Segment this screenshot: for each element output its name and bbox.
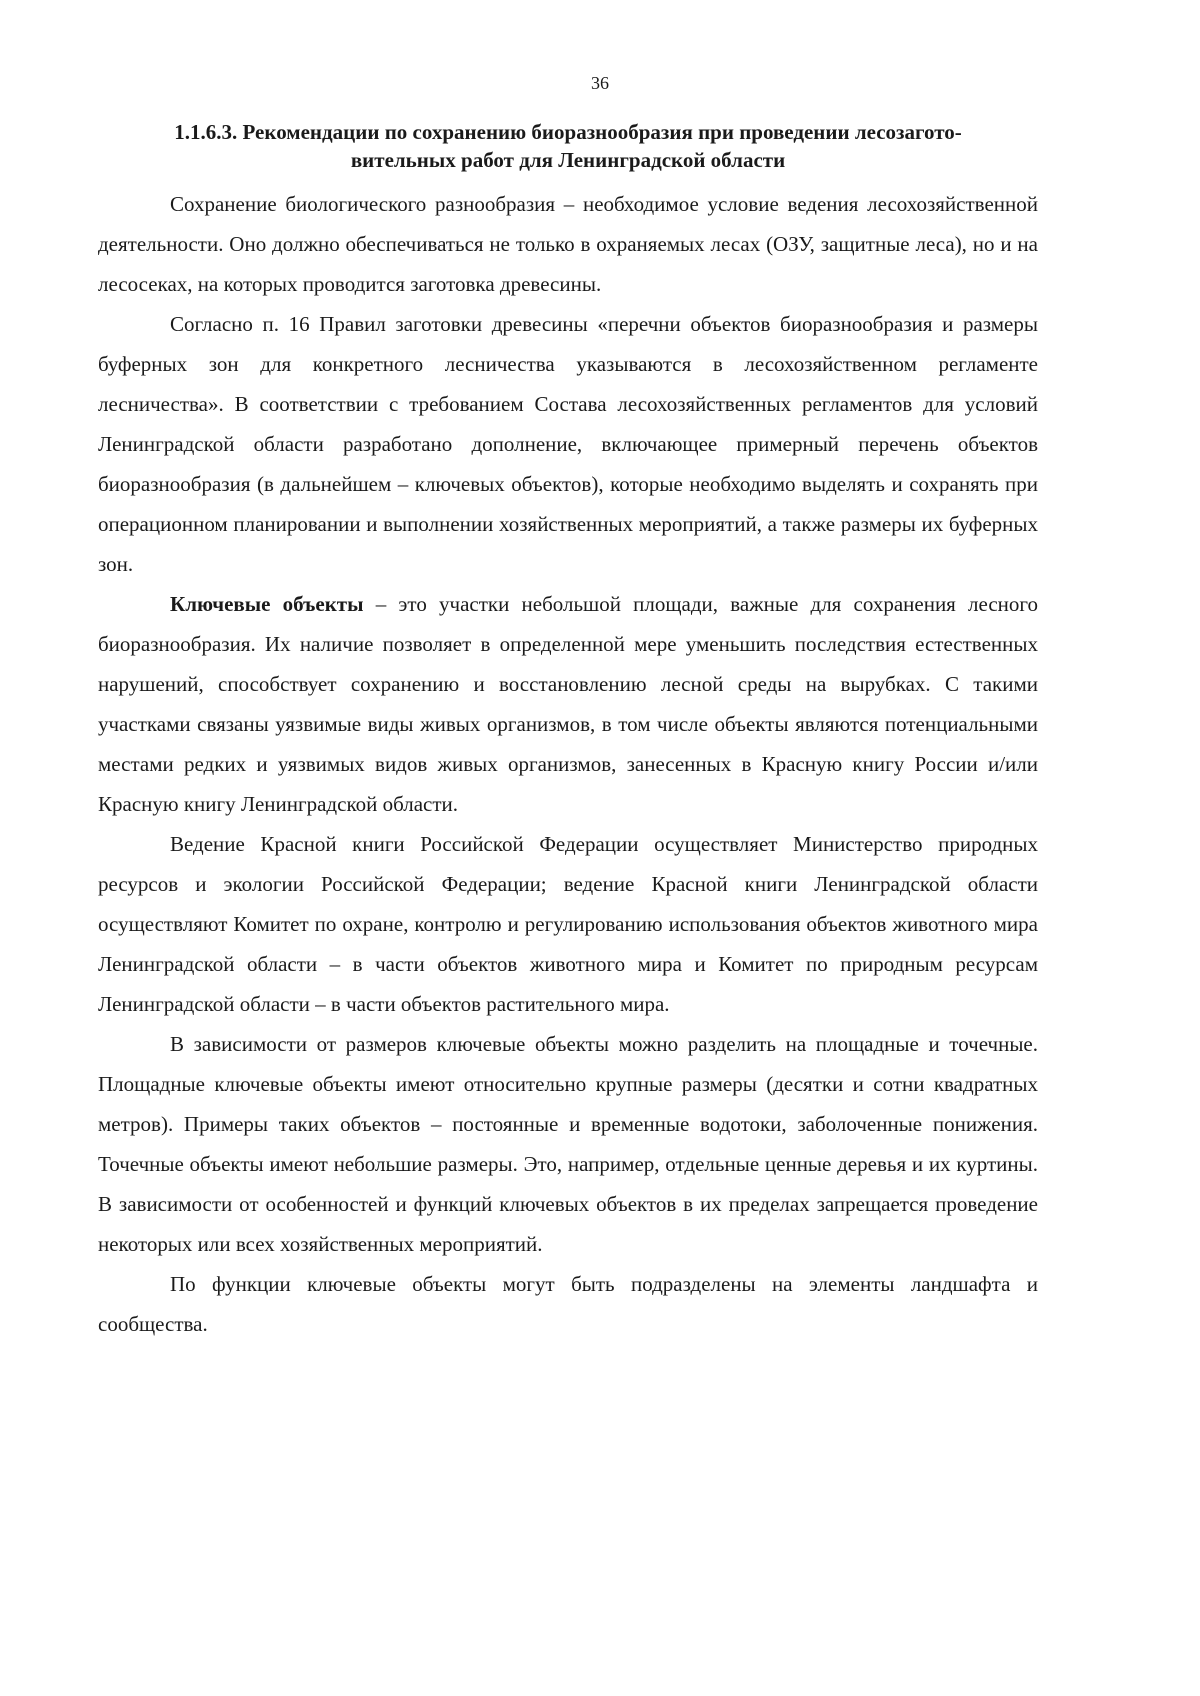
- paragraph-key-objects-definition: [98, 584, 1038, 824]
- paragraph-key-objects-size: В зависимости от размеров ключевые объекты можно разделить на площадные и точечные. Площадные ключевые объекты имеют относительно крупные размеры (десятки и сотни квадратных метров). Примеры таких объектов – постоянные и временные водотоки, заболоченные понижения. Точечные объекты имеют небольшие размеры. Это, например, отдельные ценные деревья и их куртины. В зависимости от особенностей и функций ключевых объектов в их пределах запрещается проведение некоторых или всех хозяйственных мероприятий.: [98, 1032, 1038, 1256]
- paragraph-biodiversity-intro: Сохранение биологического разнообразия – необходимое условие ведения лесохозяйственной деятельности. Оно должно обеспечиваться не только в охраняемых лесах (ОЗУ, защитные леса), но и на лесосеках, на которых проводится заготовка древесины.: [98, 192, 1038, 296]
- section-heading-line-1: 1.1.6.3. Рекомендации по сохранению биоразнообразия при проведении лесозагото-: [174, 120, 962, 144]
- page-number: 36: [591, 73, 609, 93]
- section-heading-line-2: вительных работ для Ленинградской области: [350, 148, 786, 172]
- document-body: [98, 118, 1038, 1344]
- paragraph-key-objects-function: По функции ключевые объекты могут быть подразделены на элементы ландшафта и сообщества.: [98, 1272, 1038, 1336]
- paragraph-red-book: Ведение Красной книги Российской Федерации осуществляет Министерство природных ресурсов и экологии Российской Федерации; ведение Красной книги Ленинградской области осуществляют Комитет по охране, контролю и регулированию использования объектов животного мира Ленинградской области – в части объектов животного мира и Комитет по природным ресурсам Ленинградской области – в части объектов растительного мира.: [98, 832, 1038, 1016]
- key-objects-term: Ключевые объекты: [170, 592, 364, 616]
- paragraph-logging-rules: Согласно п. 16 Правил заготовки древесины «перечни объектов биоразнообразия и размеры буферных зон для конкретного лесничества указываются в лесохозяйственном регламенте лесничества». В соответствии с требованием Состава лесохозяйственных регламентов для условий Ленинградской области разработано дополнение, включающее примерный перечень объектов биоразнообразия (в дальнейшем – ключевых объектов), которые необходимо выделять и сохранять при операционном планировании и выполнении хозяйственных мероприятий, а также размеры их буферных зон.: [98, 312, 1038, 576]
- section-heading: [98, 118, 1038, 174]
- key-objects-definition-text: – это участки небольшой площади, важные для сохранения лесного биоразнообразия. Их наличие позволяет в определенной мере уменьшить последствия естественных нарушений, способствует сохранению и восстановлению лесной среды на вырубках. С такими участками связаны уязвимые виды живых организмов, в том числе объекты являются потенциальными местами редких и уязвимых видов живых организмов, занесенных в Красную книгу России и/или Красную книгу Ленинградской области.: [98, 592, 1039, 816]
